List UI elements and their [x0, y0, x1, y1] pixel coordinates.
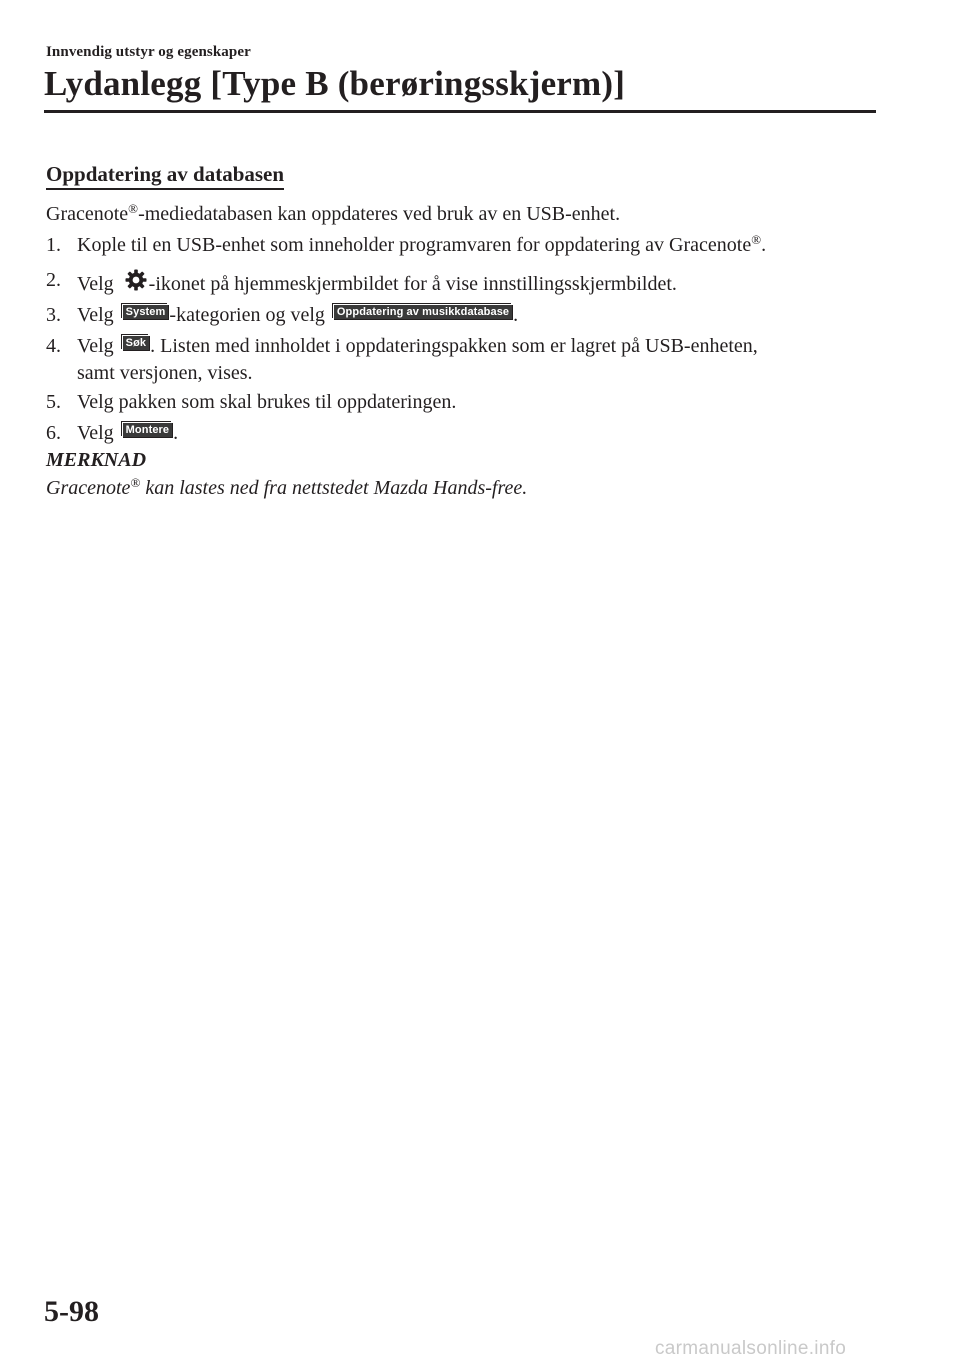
note-text — [46, 475, 527, 501]
step-text: Kople til en USB-enhet som inneholder programvaren for oppdatering av Gracenote — [77, 234, 752, 256]
chapter-label: Innvendig utstyr og egenskaper — [46, 44, 251, 60]
intro-text-pre: Gracenote — [46, 203, 129, 225]
step-text: Velg pakken som skal brukes til oppdateringen. — [77, 391, 457, 413]
steps-list — [46, 232, 876, 447]
step-text-continued: samt versjonen, vises. — [77, 362, 253, 384]
step-2 — [46, 267, 876, 298]
step-number: 1. — [46, 234, 61, 256]
registered-mark: ® — [751, 232, 762, 247]
step-text: . — [761, 234, 767, 256]
step-1 — [46, 232, 876, 259]
registered-mark: ® — [128, 201, 139, 216]
system-button: System — [122, 304, 169, 319]
step-text: . Listen med innholdet i oppdateringspakken som er lagret på USB-enheten, — [150, 335, 758, 357]
install-button: Montere — [122, 422, 172, 437]
section-heading: Oppdatering av databasen — [46, 161, 284, 190]
step-text: Velg — [77, 304, 119, 326]
note-text-pre: Gracenote — [46, 477, 131, 499]
step-text: . — [173, 422, 179, 444]
step-5 — [46, 389, 876, 416]
note-heading: MERKNAD — [46, 449, 147, 471]
search-button: Søk — [122, 335, 149, 350]
step-number: 5. — [46, 391, 61, 413]
page-number: 5-98 — [44, 1295, 99, 1328]
step-3 — [46, 302, 876, 329]
intro-text-post: -mediedatabasen kan oppdateres ved bruk av en USB-enhet. — [138, 203, 621, 225]
step-text: . — [513, 304, 519, 326]
step-text: -kategorien og velg — [169, 304, 330, 326]
note-text-post: kan lastes ned fra nettstedet Mazda Hands-free. — [140, 477, 528, 499]
registered-mark: ® — [130, 475, 141, 490]
page-title: Lydanlegg [Type B (berøringsskjerm)] — [44, 64, 626, 103]
update-music-database-button: Oppdatering av musikkdatabase — [333, 304, 512, 319]
step-6 — [46, 420, 876, 447]
settings-gear-icon — [123, 267, 149, 293]
intro-paragraph — [46, 201, 620, 227]
step-number: 3. — [46, 304, 61, 326]
step-4 — [46, 333, 876, 387]
title-divider — [44, 110, 876, 113]
step-number: 4. — [46, 335, 61, 357]
step-text: Velg — [77, 335, 119, 357]
watermark: carmanualsonline.info — [655, 1338, 847, 1359]
step-text: Velg — [77, 422, 119, 444]
step-text: -ikonet på hjemmeskjermbildet for å vise innstillingsskjermbildet. — [148, 273, 677, 295]
step-number: 6. — [46, 422, 61, 444]
step-number: 2. — [46, 269, 61, 291]
step-text: Velg — [77, 273, 119, 295]
